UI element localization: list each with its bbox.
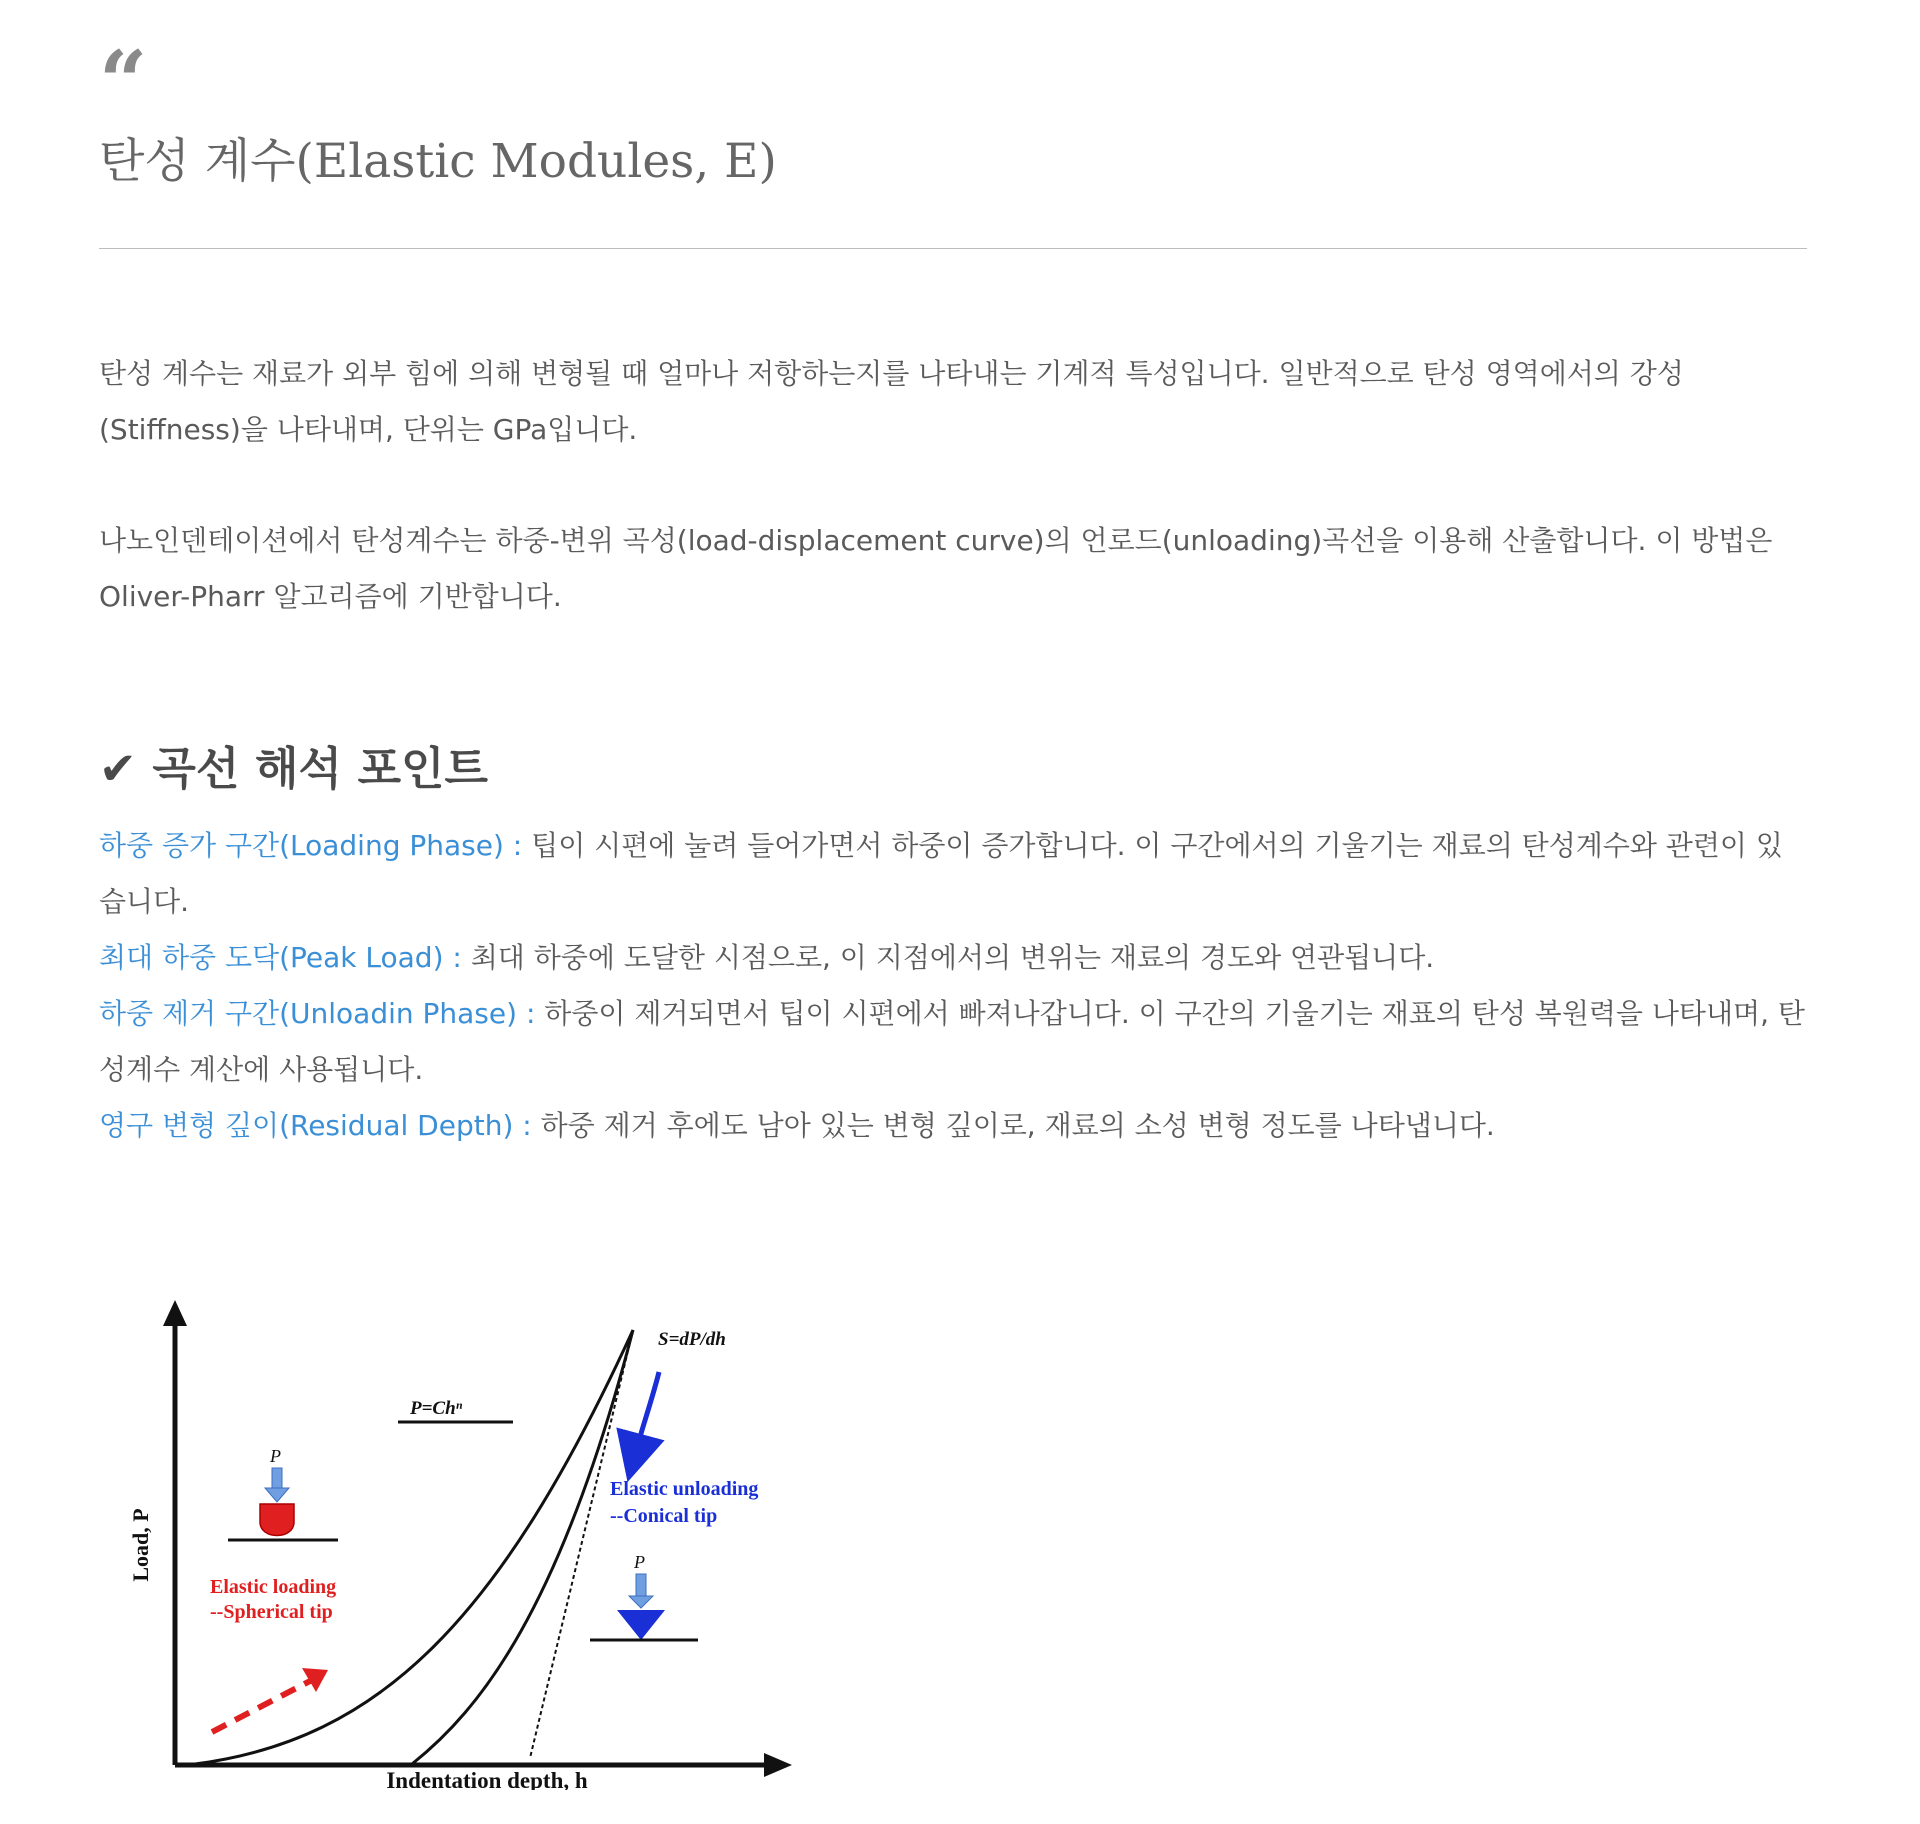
curve-points-list — [99, 818, 1807, 1154]
point-term: 최대 하중 도닥(Peak Load) : — [99, 941, 462, 974]
point-text: 하중 제거 후에도 남아 있는 변형 깊이로, 재료의 소성 변형 정도를 나타냅니다. — [531, 1109, 1495, 1142]
y-axis-arrow-icon — [163, 1300, 187, 1326]
power-law-label: P=Chⁿ — [410, 1398, 463, 1419]
x-axis-arrow-icon — [764, 1753, 792, 1777]
force-symbol-1: P — [270, 1446, 281, 1466]
point-term: 하중 증가 구간(Loading Phase) : — [99, 829, 523, 862]
force-arrow-shaft-2 — [636, 1574, 646, 1598]
point-text: 하중이 제거되면서 팁이 시편에서 빠져나갑니다. 이 구간의 기울기는 재표의 탄성 복원력을 나타내며, 탄성계수 계산에 사용됩니다. — [99, 997, 1805, 1086]
point-peak-load — [99, 930, 1807, 986]
point-unloading-phase — [99, 986, 1807, 1098]
unloading-arrow-icon — [634, 1372, 659, 1458]
point-term: 영구 변형 깊이(Residual Depth) : — [99, 1109, 532, 1142]
point-text: 팁이 시편에 눌려 들어가면서 하중이 증가합니다. 이 구간에서의 기울기는 재료의 탄성계수와 관련이 있습니다. — [99, 829, 1783, 918]
point-term: 하중 제거 구간(Unloadin Phase) : — [99, 997, 536, 1030]
force-arrow-shaft-1 — [272, 1468, 282, 1490]
point-text: 최대 하중에 도달한 시점으로, 이 지점에서의 변위는 재료의 경도와 연관됩니다. — [461, 941, 1435, 974]
force-symbol-2: P — [634, 1552, 645, 1572]
unloading-label-1: Elastic unloading — [610, 1478, 759, 1500]
title-divider — [99, 248, 1807, 249]
force-arrow-head-2-icon — [629, 1596, 653, 1608]
page-title: 탄성 계수(Elastic Modules, E) — [99, 134, 777, 189]
intro-paragraph: 탄성 계수는 재료가 외부 힘에 의해 변형될 때 얼마나 저항하는지를 나타내는 기계적 특성입니다. 일반적으로 탄성 영역에서의 강성(Stiffness)을 나타내며, 단위는 GPa입니다. — [99, 357, 1684, 446]
loading-arrow-line — [212, 1680, 312, 1732]
spherical-tip-icon — [260, 1504, 294, 1536]
load-displacement-figure — [120, 1290, 810, 1790]
unloading-label-2: --Conical tip — [610, 1505, 718, 1527]
figure-svg — [120, 1290, 810, 1790]
unloading-curve — [412, 1330, 633, 1764]
section-title: ✔ 곡선 해석 포인트 — [99, 742, 488, 795]
force-arrow-head-1-icon — [265, 1488, 289, 1502]
loading-label-2: --Spherical tip — [210, 1601, 333, 1623]
point-loading-phase — [99, 818, 1807, 930]
tangent-line — [530, 1330, 633, 1758]
y-axis-label: Load, P — [128, 1508, 153, 1582]
loading-label-1: Elastic loading — [210, 1576, 337, 1598]
loading-curve — [195, 1330, 633, 1764]
x-axis-label: Indentation depth, h — [386, 1768, 588, 1790]
conical-tip-icon — [617, 1610, 665, 1640]
quote-mark-icon: “ — [99, 32, 144, 131]
stiffness-label: S=dP/dh — [658, 1329, 726, 1350]
method-paragraph: 나노인덴테이션에서 탄성계수는 하중-변위 곡성(load-displacement curve)의 언로드(unloading)곡선을 이용해 산출합니다. 이 방법은 Oliver-Pharr 알고리즘에 기반합니다. — [99, 524, 1773, 613]
point-residual-depth — [99, 1098, 1807, 1154]
